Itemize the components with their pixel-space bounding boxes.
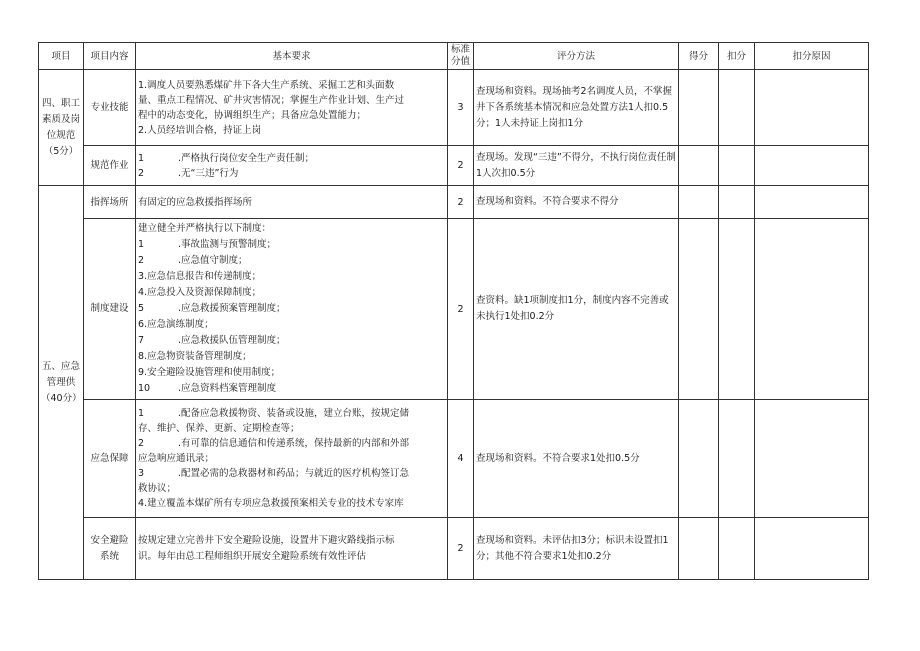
section-item: 四、职工素质及岗位规范（5分） bbox=[39, 70, 84, 186]
requirement-line: 4.建立覆盖本煤矿所有专项应急救援预案相关专业的技术专家库 bbox=[138, 498, 404, 509]
score-cell[interactable] bbox=[679, 219, 719, 400]
row-score: 2 bbox=[448, 186, 474, 219]
row-method: 查现场和资料。未评估扣3分；标识未设置扣1分；其他不符合要求1处扣0.2分 bbox=[474, 518, 679, 580]
requirement-line: 1 .严格执行岗位安全生产责任制； bbox=[138, 152, 315, 164]
row-method: 查现场和资料。不符合要求不得分 bbox=[474, 186, 679, 219]
deduction-reason-cell[interactable] bbox=[755, 70, 869, 146]
scoring-sheet bbox=[38, 42, 869, 580]
deduction-reason-cell[interactable] bbox=[755, 400, 869, 518]
row-content: 安全避险系统 bbox=[84, 518, 136, 580]
header-row bbox=[39, 43, 869, 70]
requirement-line: 9.安全避险设施管理和使用制度； bbox=[138, 367, 281, 378]
row-content: 应急保障 bbox=[84, 400, 136, 518]
requirement-line: 量、重点工程情况、矿井灾害情况；掌握生产作业计划、生产过 bbox=[138, 94, 405, 106]
score-cell[interactable] bbox=[679, 518, 719, 580]
row-content: 指挥场所 bbox=[84, 186, 136, 219]
row-method: 查现场。发现“三违”不得分，不执行岗位责任制1人次扣0.5分 bbox=[474, 146, 679, 186]
row-method: 查现场和资料。不符合要求1处扣0.5分 bbox=[474, 400, 679, 518]
requirement-line: 2 .无“三违”行为 bbox=[138, 167, 239, 179]
table-row bbox=[39, 219, 869, 400]
row-content: 制度建设 bbox=[84, 219, 136, 400]
header-standard-score: 标准分值 bbox=[448, 43, 474, 70]
header-content: 项目内容 bbox=[84, 43, 136, 70]
requirement-line: 1 .配备应急救援物资、装备或设施，建立台账，按规定储 bbox=[138, 408, 410, 419]
table-row bbox=[39, 400, 869, 518]
deduction-cell[interactable] bbox=[719, 70, 755, 146]
header-score: 得分 bbox=[679, 43, 719, 70]
row-method: 查现场和资料。现场抽考2名调度人员，不掌握井下各系统基本情况和应急处置方法1人扣0.5分；1人未持证上岗扣1分 bbox=[474, 70, 679, 146]
table-row bbox=[39, 70, 869, 146]
row-score: 3 bbox=[448, 70, 474, 146]
requirement-line: 8.应急物资装备管理制度； bbox=[138, 351, 252, 362]
requirement-line: 识。每年由总工程师组织开展安全避险系统有效性评估 bbox=[138, 550, 367, 562]
header-requirements: 基本要求 bbox=[136, 43, 448, 70]
deduction-cell[interactable] bbox=[719, 400, 755, 518]
row-requirements bbox=[136, 518, 448, 580]
header-deduction-reason: 扣分原因 bbox=[755, 43, 869, 70]
score-cell[interactable] bbox=[679, 400, 719, 518]
deduction-cell[interactable] bbox=[719, 146, 755, 186]
requirement-line: 10 .应急资料档案管理制度 bbox=[138, 383, 277, 394]
row-score: 2 bbox=[448, 146, 474, 186]
row-content: 专业技能 bbox=[84, 70, 136, 146]
row-score: 2 bbox=[448, 219, 474, 400]
score-cell[interactable] bbox=[679, 70, 719, 146]
score-cell[interactable] bbox=[679, 146, 719, 186]
deduction-reason-cell[interactable] bbox=[755, 146, 869, 186]
requirement-line: 2.人员经培训合格，持证上岗 bbox=[138, 124, 262, 136]
requirement-line: 2 .应急值守制度； bbox=[138, 255, 248, 266]
deduction-reason-cell[interactable] bbox=[755, 518, 869, 580]
score-cell[interactable] bbox=[679, 186, 719, 219]
row-requirements bbox=[136, 146, 448, 186]
row-requirements bbox=[136, 70, 448, 146]
deduction-cell[interactable] bbox=[719, 186, 755, 219]
table-row bbox=[39, 146, 869, 186]
requirement-line: 3 .配置必需的急救器材和药品；与就近的医疗机构签订急 bbox=[138, 468, 410, 479]
deduction-reason-cell[interactable] bbox=[755, 186, 869, 219]
deduction-cell[interactable] bbox=[719, 518, 755, 580]
requirement-line: 5 .应急救援预案管理制度； bbox=[138, 303, 286, 314]
assessment-table bbox=[38, 42, 869, 580]
requirement-line: 7 .应急救援队伍管理制度； bbox=[138, 335, 286, 346]
requirement-line: 4.应急投入及资源保障制度； bbox=[138, 287, 262, 298]
header-item: 项目 bbox=[39, 43, 84, 70]
requirement-line: 存、维护、保养、更新、定期检查等； bbox=[138, 423, 300, 434]
header-deduction: 扣分 bbox=[719, 43, 755, 70]
requirement-line: 救协议； bbox=[138, 483, 177, 494]
row-requirements bbox=[136, 219, 448, 400]
requirement-line: 2 .有可靠的信息通信和传递系统，保持最新的内部和外部 bbox=[138, 438, 410, 449]
requirement-line: 建立健全并严格执行以下制度： bbox=[138, 223, 272, 234]
header-scoring-method: 评分方法 bbox=[474, 43, 679, 70]
row-score: 4 bbox=[448, 400, 474, 518]
requirement-line: 按规定建立完善井下安全避险设施，设置井下避灾路线指示标 bbox=[138, 534, 395, 546]
requirement-line: 3.应急信息报告和传递制度； bbox=[138, 271, 262, 282]
row-requirements: 有固定的应急救援指挥场所 bbox=[136, 186, 448, 219]
deduction-reason-cell[interactable] bbox=[755, 219, 869, 400]
row-score: 2 bbox=[448, 518, 474, 580]
requirement-line: 6.应急演练制度； bbox=[138, 319, 214, 330]
row-content: 规范作业 bbox=[84, 146, 136, 186]
row-requirements bbox=[136, 400, 448, 518]
requirement-line: 1 .事故监测与预警制度； bbox=[138, 239, 277, 250]
deduction-cell[interactable] bbox=[719, 219, 755, 400]
row-method: 查资料。缺1项制度扣1分，制度内容不完善或未执行1处扣0.2分 bbox=[474, 219, 679, 400]
table-row bbox=[39, 186, 869, 219]
section-item: 五、应急管理供（40分） bbox=[39, 186, 84, 580]
requirement-line: 1.调度人员要熟悉煤矿井下各大生产系统、采掘工艺和头面数 bbox=[138, 79, 395, 91]
table-row bbox=[39, 518, 869, 580]
requirement-line: 程中的动态变化，协调组织生产；具备应急处置能力； bbox=[138, 109, 367, 121]
requirement-line: 应急响应通讯录； bbox=[138, 453, 215, 464]
